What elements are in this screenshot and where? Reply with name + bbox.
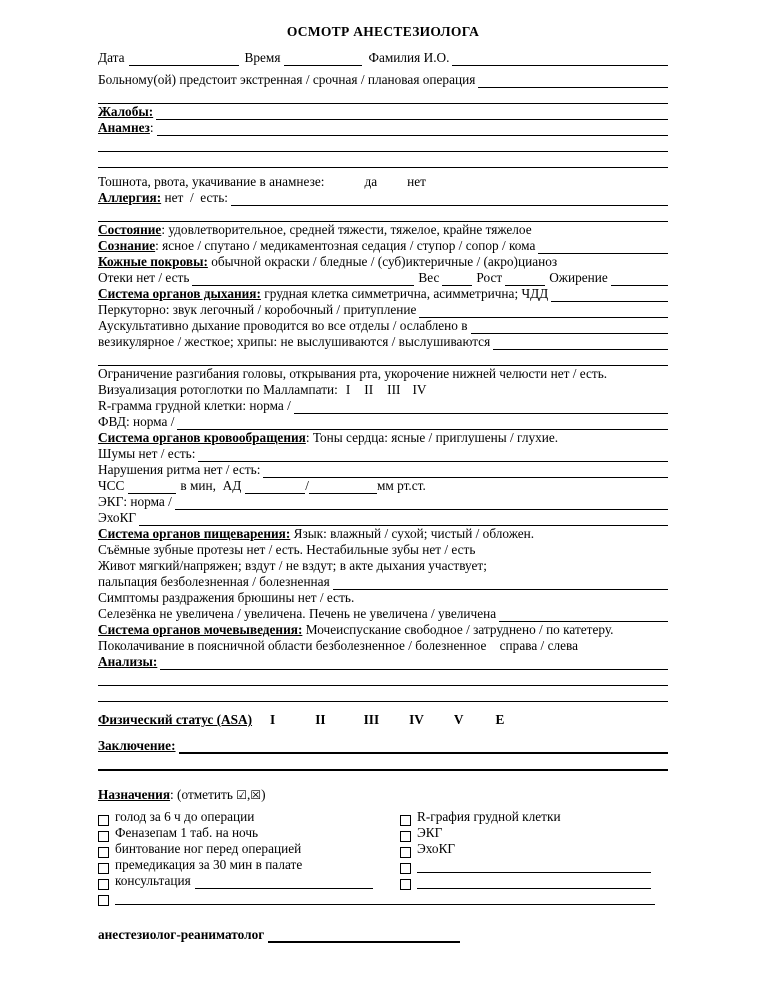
nausea-label: Тошнота, рвота, укачивание в анамнезе: <box>98 174 325 189</box>
murmurs-field[interactable] <box>198 449 668 462</box>
checkbox-custom-1[interactable] <box>400 863 411 874</box>
conclusion-label: Заключение: <box>98 738 176 753</box>
spleen-text: Селезёнка не увеличена / увеличена. Печень не увеличена / увеличена <box>98 606 497 621</box>
checklist-item <box>400 825 668 841</box>
echo-row <box>98 510 668 526</box>
bp-label: в мин, АД <box>180 478 242 493</box>
checklist-item <box>400 873 668 889</box>
percussion-field[interactable] <box>419 305 668 318</box>
complaints-field[interactable] <box>156 107 668 120</box>
nausea-yes[interactable]: да <box>364 174 378 189</box>
circ-row <box>98 430 668 446</box>
urinary-label: Система органов мочевыведения: <box>98 622 303 637</box>
allergy-text: нет / есть: <box>161 190 229 205</box>
checkbox-ecg[interactable] <box>400 831 411 842</box>
edema-row <box>98 270 668 286</box>
time-field[interactable] <box>284 53 362 66</box>
breath-row <box>98 334 668 350</box>
edema-text: Отеки нет / есть <box>98 270 190 285</box>
name-label: Фамилия И.О. <box>368 50 450 65</box>
xray-row <box>98 398 668 414</box>
date-label: Дата <box>98 50 125 65</box>
spleen-row <box>98 606 668 622</box>
weight-label: Вес <box>418 270 440 285</box>
consciousness-field[interactable] <box>538 241 668 254</box>
allergy-line-2[interactable] <box>98 206 668 222</box>
auscultation-row <box>98 318 668 334</box>
mallampati-grade-3[interactable]: III <box>387 382 401 397</box>
tapping-row <box>98 638 668 654</box>
obesity-label: Ожирение <box>549 270 608 285</box>
resp-row <box>98 286 668 302</box>
digest-row <box>98 526 668 542</box>
allergy-field[interactable] <box>231 193 668 206</box>
asa-class-1[interactable]: I <box>270 712 276 727</box>
height-label: Рост <box>476 270 503 285</box>
complaints-row <box>98 104 668 120</box>
operation-field[interactable] <box>478 75 668 88</box>
circ-text: : Тоны сердца: ясные / приглушены / глухие. <box>305 430 559 445</box>
digest-text: Язык: влажный / сухой; чистый / обложен. <box>290 526 535 541</box>
resp-text: грудная клетка симметрична, асимметрична; ЧДД <box>260 286 549 301</box>
percussion-row <box>98 302 668 318</box>
mallampati-grade-2[interactable]: II <box>364 382 374 397</box>
xray-field[interactable] <box>294 401 668 414</box>
consciousness-row <box>98 238 668 254</box>
signature-field[interactable] <box>268 929 460 943</box>
appointments-note: : (отметить <box>170 787 237 802</box>
breath-text: везикулярное / жесткое; хрипы: не выслушиваются / выслушиваются <box>98 334 491 349</box>
ecg-text: ЭКГ: норма / <box>98 494 172 509</box>
checkbox-consultation[interactable] <box>98 879 109 890</box>
time-label: Время <box>244 50 281 65</box>
skin-text: обычной окраски / бледные / (суб)иктеричные / (акро)цианоз <box>207 254 558 269</box>
checkbox-premedication[interactable] <box>98 863 109 874</box>
state-text: : удовлетворительное, средней тяжести, тяжелое, крайне тяжелое <box>161 222 532 237</box>
anamnesis-line-2[interactable] <box>98 136 668 152</box>
rhythm-row <box>98 462 668 478</box>
checklist-item <box>400 809 668 825</box>
checklist <box>98 809 668 889</box>
abdomen-text: Живот мягкий/напряжен; вздут / не вздут; в акте дыхания участвует; <box>98 558 487 573</box>
asa-label: Физический статус (ASA) <box>98 712 253 727</box>
checkbox-xray[interactable] <box>400 815 411 826</box>
checklist-item <box>98 889 668 905</box>
checkbox-custom-3[interactable] <box>98 895 109 906</box>
dentures-row <box>98 542 668 558</box>
conclusion-line-2[interactable] <box>98 754 668 771</box>
appointments-label: Назначения <box>98 787 171 802</box>
palpation-row <box>98 574 668 590</box>
asa-class-2[interactable]: II <box>315 712 326 727</box>
circ-label: Система органов кровообращения <box>98 430 306 445</box>
nausea-row <box>98 174 668 190</box>
operation-row <box>98 72 668 88</box>
checklist-item-label: ЭхоКГ <box>417 841 456 856</box>
murmurs-text: Шумы нет / есть: <box>98 446 196 461</box>
consciousness-text: : ясное / спутано / медикаментозная седация / ступор / сопор / кома <box>155 238 536 253</box>
custom-field-2[interactable] <box>417 876 651 889</box>
asa-class-5[interactable]: V <box>453 712 464 727</box>
appointments-row <box>98 787 668 803</box>
spleen-field[interactable] <box>499 609 668 622</box>
bp-systolic-field[interactable] <box>245 481 305 494</box>
custom-field-1[interactable] <box>417 860 651 873</box>
obesity-field[interactable] <box>611 273 668 286</box>
xray-text: R-грамма грудной клетки: норма / <box>98 398 291 413</box>
anamnesis-field[interactable] <box>157 123 668 136</box>
crossed-box-icon: ☒ <box>250 788 262 802</box>
form-page <box>98 24 668 943</box>
nausea-no[interactable]: нет <box>407 174 426 189</box>
conclusion-row <box>98 738 668 754</box>
echo-text: ЭхоКГ <box>98 510 137 525</box>
tapping-text: Поколачивание в поясничной области безболезненное / болезненное справа / слева <box>98 638 579 653</box>
checklist-item <box>98 825 400 841</box>
custom-field-3[interactable] <box>115 892 655 905</box>
fvd-text: ФВД: норма / <box>98 414 175 429</box>
checkbox-fasting[interactable] <box>98 815 109 826</box>
analyses-label: Анализы: <box>98 654 158 669</box>
anamnesis-line-3[interactable] <box>98 152 668 168</box>
operation-line-2[interactable] <box>98 88 668 104</box>
digest-label: Система органов пищеварения: <box>98 526 291 541</box>
fvd-field[interactable] <box>177 417 668 430</box>
signature-row <box>98 927 668 943</box>
palpation-text: пальпация безболезненная / болезненная <box>98 574 330 589</box>
signature-label: анестезиолог-реаниматолог <box>98 927 265 942</box>
urinary-text: Мочеиспускание свободное / затруднено / по катетеру. <box>302 622 614 637</box>
checklist-item <box>98 809 400 825</box>
edema-field[interactable] <box>192 273 414 286</box>
asa-class-e[interactable]: E <box>495 712 505 727</box>
date-field[interactable] <box>129 53 239 66</box>
rhythm-text: Нарушения ритма нет / есть: <box>98 462 261 477</box>
checklist-item-label: Феназепам 1 таб. на ночь <box>115 825 259 840</box>
bp-diastolic-field[interactable] <box>309 481 377 494</box>
header-row <box>98 50 668 66</box>
checklist-item <box>98 873 400 889</box>
conclusion-field[interactable] <box>179 740 669 754</box>
anamnesis-colon: : <box>149 120 154 135</box>
mallampati-text: Визуализация ротоглотки по Маллампати: <box>98 382 338 397</box>
consciousness-label: Сознание <box>98 238 156 253</box>
weight-field[interactable] <box>442 273 472 286</box>
anamnesis-label: Анамнез <box>98 120 150 135</box>
dentures-text: Съёмные зубные протезы нет / есть. Нестабильные зубы нет / есть <box>98 542 476 557</box>
analyses-field[interactable] <box>160 657 668 670</box>
state-label: Состояние <box>98 222 162 237</box>
checklist-right <box>400 809 668 889</box>
checklist-item-label: R-графия грудной клетки <box>417 809 561 824</box>
peritoneal-text: Симптомы раздражения брюшины нет / есть. <box>98 590 355 605</box>
appointments-comma: , <box>246 787 251 802</box>
checklist-item-label: консультация <box>115 873 191 888</box>
complaints-label: Жалобы: <box>98 104 154 119</box>
checkbox-echo[interactable] <box>400 847 411 858</box>
checklist-item <box>400 841 668 857</box>
asa-row <box>98 712 668 728</box>
fvd-row <box>98 414 668 430</box>
analyses-row <box>98 654 668 670</box>
analyses-line-3[interactable] <box>98 686 668 702</box>
limit-text: Ограничение разгибания головы, открывания рта, укорочение нижней челюсти нет / есть. <box>98 366 608 381</box>
checklist-left <box>98 809 400 889</box>
checklist-item-label: голод за 6 ч до операции <box>115 809 255 824</box>
ecg-field[interactable] <box>175 497 668 510</box>
auscultation-text: Аускультативно дыхание проводится во все отделы / ослаблено в <box>98 318 468 333</box>
allergy-row <box>98 190 668 206</box>
palpation-field[interactable] <box>333 577 668 590</box>
consultation-field[interactable] <box>195 876 373 889</box>
name-field[interactable] <box>452 53 668 66</box>
bp-slash: / <box>305 478 309 493</box>
checklist-item <box>400 857 668 873</box>
rr-field[interactable] <box>551 289 668 302</box>
mallampati-grade-4[interactable]: IV <box>412 382 427 397</box>
hr-label: ЧСС <box>98 478 125 493</box>
mallampati-grade-1[interactable]: I <box>345 382 351 397</box>
page-title: ОСМОТР АНЕСТЕЗИОЛОГА <box>286 24 480 39</box>
height-field[interactable] <box>505 273 545 286</box>
hr-row <box>98 478 668 494</box>
checkbox-bandage[interactable] <box>98 847 109 858</box>
allergy-label: Аллергия: <box>98 190 162 205</box>
asa-class-3[interactable]: III <box>363 712 380 727</box>
appointments-note-close: ) <box>261 787 266 802</box>
auscultation-field[interactable] <box>471 321 668 334</box>
echo-field[interactable] <box>139 513 668 526</box>
mallampati-row <box>98 382 668 398</box>
analyses-line-2[interactable] <box>98 670 668 686</box>
percussion-text: Перкуторно: звук легочный / коробочный / притупление <box>98 302 417 317</box>
checklist-item-label: премедикация за 30 мин в палате <box>115 857 303 872</box>
checked-box-icon: ☑ <box>236 788 247 802</box>
resp-label: Система органов дыхания: <box>98 286 261 301</box>
rhythm-field[interactable] <box>263 465 668 478</box>
checklist-item-label: бинтование ног перед операцией <box>115 841 302 856</box>
breath-field[interactable] <box>493 337 668 350</box>
skin-label: Кожные покровы: <box>98 254 208 269</box>
state-row <box>98 222 668 238</box>
checkbox-phenazepam[interactable] <box>98 831 109 842</box>
skin-row <box>98 254 668 270</box>
checklist-item-label: ЭКГ <box>417 825 443 840</box>
urinary-row <box>98 622 668 638</box>
hr-field[interactable] <box>128 481 176 494</box>
limit-row <box>98 366 668 382</box>
anamnesis-row <box>98 120 668 136</box>
breath-line-2[interactable] <box>98 350 668 366</box>
checklist-item <box>98 841 400 857</box>
murmurs-row <box>98 446 668 462</box>
peritoneal-row <box>98 590 668 606</box>
checkbox-custom-2[interactable] <box>400 879 411 890</box>
bp-unit: мм рт.ст. <box>377 478 426 493</box>
asa-class-4[interactable]: IV <box>409 712 424 727</box>
operation-text: Больному(ой) предстоит экстренная / срочная / плановая операция <box>98 72 476 87</box>
checklist-item <box>98 857 400 873</box>
ecg-row <box>98 494 668 510</box>
abdomen-row <box>98 558 668 574</box>
